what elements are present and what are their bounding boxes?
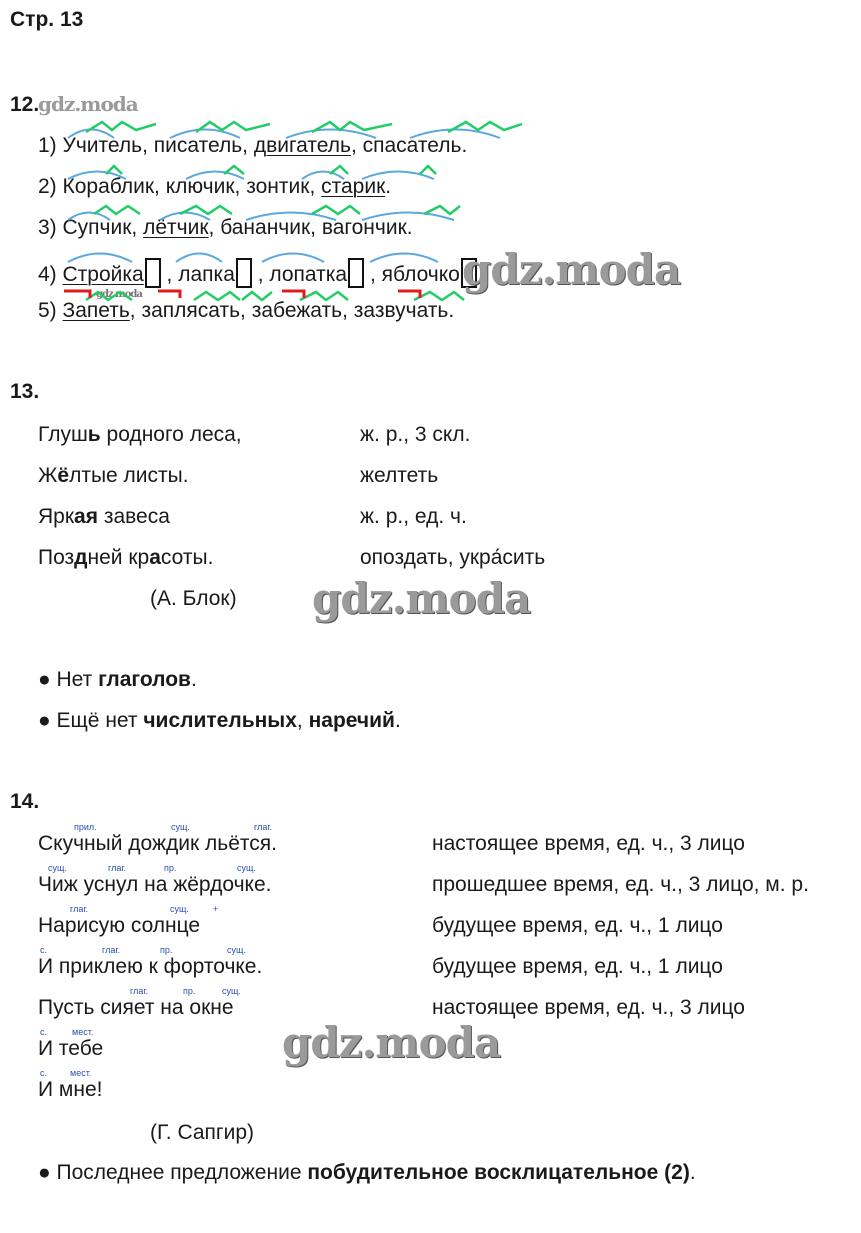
word-lopatka: лопатка <box>269 263 348 286</box>
exercise-13-number: 13. <box>10 380 40 403</box>
ex12-line-4: 4) Стройка , лапка , лопатка , яблочко <box>38 258 477 288</box>
poem-line-5-analysis: настоящее время, ед. ч., 3 лицо <box>432 996 745 1019</box>
pos-mark: прил. <box>74 822 97 832</box>
ex13-row-3-right: ж. р., ед. ч. <box>360 505 467 528</box>
word-dvigatel: двигатель <box>253 134 351 157</box>
pos-mark: мест. <box>72 1027 94 1037</box>
pos-mark: глаг. <box>70 904 89 914</box>
poem-line-4: И приклею к форточке. <box>38 955 263 978</box>
poem-line-3: Нарисую солнце <box>38 914 201 937</box>
poem-line-6: И тебе <box>38 1037 104 1060</box>
pos-mark: сущ. <box>237 863 256 873</box>
word-uchitel: Учитель <box>62 134 143 157</box>
watermark-large: gdz.moda <box>282 1018 501 1067</box>
ex13-bullet-2: ● Ещё нет числительных, наречий. <box>38 709 401 732</box>
ex12-line-2: 2) Кораблик, ключик, зонтик, старик. <box>38 175 392 198</box>
exercise-14-number: 14. <box>10 790 40 813</box>
poem-line-2-analysis: прошедшее время, ед. ч., 3 лицо, м. р. <box>432 873 809 896</box>
pos-mark: мест. <box>70 1068 92 1078</box>
poem-line-3-analysis: будущее время, ед. ч., 1 лицо <box>432 914 723 937</box>
pos-mark: сущ. <box>222 986 241 996</box>
ex13-row-2-right: желтеть <box>360 464 439 487</box>
ex14-bullet: ● Последнее предложение побудительное восклицательное (2). <box>38 1161 696 1184</box>
word-korablik: Кораблик <box>62 175 155 198</box>
pos-mark: сущ. <box>171 822 190 832</box>
word-zontik: зонтик <box>246 175 310 198</box>
word-zapet: Запеть <box>62 299 130 322</box>
ending-box <box>348 258 364 288</box>
word-bananchik: бананчик <box>220 216 311 239</box>
pos-mark: + <box>213 904 219 914</box>
ex12-line-3: 3) Супчик, лётчик, бананчик, вагончик. <box>38 216 413 239</box>
watermark-tiny: gdz.moda <box>96 289 142 300</box>
word-stroyka: Стройка <box>62 263 144 286</box>
pos-mark: пр. <box>164 863 177 873</box>
pos-mark: пр. <box>183 986 196 996</box>
ending-box <box>145 258 161 288</box>
pos-mark: с. <box>40 945 48 955</box>
pos-mark: пр. <box>160 945 173 955</box>
ex13-row-2-left: Жёлтые листы. <box>38 464 189 487</box>
pos-mark: сущ. <box>227 945 246 955</box>
watermark-large: gdz.moda <box>312 574 531 623</box>
watermark-large: gdz.moda <box>462 245 681 294</box>
ex12-line-1: 1) Учитель, писатель, двигатель, спасатель. <box>38 134 468 157</box>
word-lapka: лапка <box>178 263 235 286</box>
ex13-author: (А. Блок) <box>150 587 237 610</box>
pos-mark: глаг. <box>130 986 149 996</box>
poem-line-7: И мне! <box>38 1078 103 1101</box>
poem-line-5: Пусть сияет на окне <box>38 996 234 1019</box>
word-pisatel: писатель <box>153 134 243 157</box>
pos-mark: сущ. <box>48 863 67 873</box>
pos-mark: глаг. <box>254 822 273 832</box>
word-supchik: Супчик <box>62 216 132 239</box>
ending-box <box>236 258 252 288</box>
ex13-bullet-1: ● Нет глаголов. <box>38 668 197 691</box>
ex12-line-5: 5) Запеть, заплясать, забежать, зазвучать. <box>38 299 455 322</box>
word-yablochko: яблочко <box>381 263 460 286</box>
poem-line-2: Чиж уснул на жёрдочке. <box>38 873 272 896</box>
page-header: Стр. 13 <box>10 8 84 31</box>
poem-line-1-analysis: настоящее время, ед. ч., 3 лицо <box>432 832 745 855</box>
poem-line-4-analysis: будущее время, ед. ч., 1 лицо <box>432 955 723 978</box>
word-starik: старик <box>321 175 386 198</box>
ex13-row-1-right: ж. р., 3 скл. <box>360 423 471 446</box>
exercise-12-number: 12. <box>10 93 40 116</box>
watermark-small: gdz.moda <box>38 92 138 116</box>
ex13-row-4-right: опоздать, укра́сить <box>360 546 546 569</box>
pos-mark: глаг. <box>108 863 127 873</box>
word-vagonchik: вагончик <box>321 216 407 239</box>
word-klyuchik: ключик <box>165 175 235 198</box>
ex13-row-1-left: Глушь родного леса, <box>38 423 242 446</box>
ex13-row-4-left: Поздней красоты. <box>38 546 214 569</box>
word-lyotchik: лётчик <box>143 216 209 239</box>
ex13-row-3-left: Яркая завеса <box>38 505 170 528</box>
pos-mark: глаг. <box>102 945 121 955</box>
pos-mark: с. <box>40 1068 48 1078</box>
pos-mark: с. <box>40 1027 48 1037</box>
word-spasatel: спасатель <box>362 134 462 157</box>
poem-line-1: Скучный дождик льётся. <box>38 832 277 855</box>
ex14-author: (Г. Сапгир) <box>150 1121 254 1144</box>
pos-mark: сущ. <box>170 904 189 914</box>
